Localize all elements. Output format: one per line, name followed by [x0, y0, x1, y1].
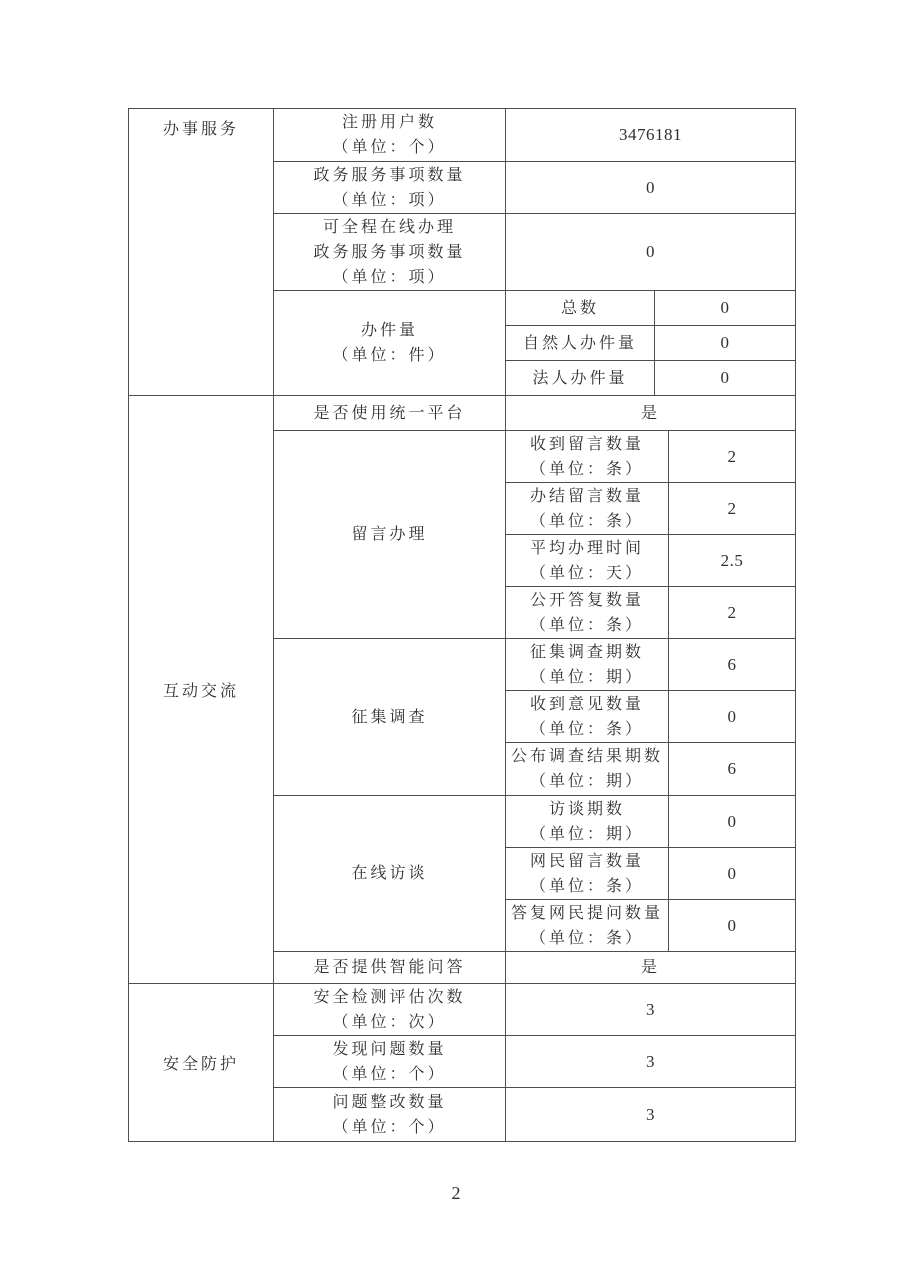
group-cell-hudong-jiaoliu — [129, 396, 274, 984]
indicator-label: 问题整改数量 — [332, 1093, 447, 1111]
indicator-label: 政务服务事项数量 — [313, 166, 466, 184]
indicator-label: 安全检测评估次数 — [313, 988, 466, 1006]
subindicator-cell-survey-periods — [506, 639, 669, 691]
subindicator-label: 征集调查期数 — [529, 643, 644, 661]
subindicator-label: 公开答复数量 — [529, 591, 644, 609]
subindicator-unit: （单位：期） — [529, 773, 644, 790]
indicator-cell-zhengji-diaocha: 征集调查 — [274, 639, 506, 796]
subindicator-label: 办结留言数量 — [529, 487, 644, 505]
group-label: 办事服务 — [162, 121, 239, 138]
indicator-cell-online-full — [274, 214, 506, 291]
value-cell-opinions-received: 0 — [669, 691, 796, 743]
indicator-unit: （单位：个） — [332, 139, 447, 156]
group-label: 互动交流 — [162, 683, 239, 700]
indicator-unit: （单位：项） — [332, 191, 447, 209]
indicator-label-line1: 可全程在线办理 — [322, 218, 456, 236]
value-cell-msg-completed: 2 — [669, 483, 796, 535]
indicator-unit: （单位：项） — [332, 268, 447, 286]
subindicator-unit: （单位：天） — [529, 564, 644, 582]
value-cell-online-full: 0 — [506, 214, 796, 291]
indicator-cell-smart-qa: 是否提供智能问答 — [274, 952, 506, 984]
indicator-cell-security-assessments — [274, 984, 506, 1036]
subindicator-cell-opinions-received — [506, 691, 669, 743]
subindicator-cell-netizen-replies — [506, 900, 669, 952]
subindicator-label: 答复网民提问数量 — [510, 904, 663, 922]
subindicator-unit: （单位：期） — [529, 825, 644, 843]
indicator-label: 发现问题数量 — [332, 1040, 447, 1058]
value-cell-smart-qa: 是 — [506, 952, 796, 984]
subindicator-unit: （单位：条） — [529, 877, 644, 895]
subindicator-cell-natural-person: 自然人办件量 — [506, 326, 655, 361]
value-cell-registered-users: 3476181 — [506, 109, 796, 162]
indicator-cell-service-items — [274, 162, 506, 214]
indicator-unit: （单位：个） — [332, 1065, 447, 1083]
page-number: 2 — [451, 1183, 461, 1203]
subindicator-cell-results-published — [506, 743, 669, 796]
indicator-unit: （单位：次） — [332, 1013, 447, 1031]
value-cell-natural-person: 0 — [655, 326, 796, 361]
subindicator-cell-interview-periods — [506, 796, 669, 848]
value-cell-survey-periods: 6 — [669, 639, 796, 691]
indicator-label: 办件量 — [360, 322, 418, 339]
subindicator-cell-legal-person: 法人办件量 — [506, 361, 655, 396]
indicator-cell-problems-found — [274, 1036, 506, 1088]
subindicator-label: 收到留言数量 — [529, 435, 644, 453]
subindicator-unit: （单位：条） — [529, 512, 644, 530]
subindicator-unit: （单位：条） — [529, 616, 644, 634]
subindicator-label: 公布调查结果期数 — [510, 748, 663, 765]
value-cell-problems-found: 3 — [506, 1036, 796, 1088]
subindicator-unit: （单位：条） — [529, 929, 644, 947]
subindicator-label: 访谈期数 — [548, 800, 625, 818]
value-cell-legal-person: 0 — [655, 361, 796, 396]
group-cell-banshi-fuwu — [129, 109, 274, 396]
subindicator-cell-msg-completed — [506, 483, 669, 535]
subindicator-unit: （单位：条） — [529, 720, 644, 738]
subindicator-cell-msg-received — [506, 431, 669, 483]
indicator-label: 注册用户数 — [341, 114, 437, 131]
value-cell-results-published: 6 — [669, 743, 796, 796]
group-cell-anquan-fanghu — [129, 984, 274, 1142]
value-cell-public-reply: 2 — [669, 587, 796, 639]
value-cell-netizen-replies: 0 — [669, 900, 796, 952]
indicator-cell-liuyan-banli: 留言办理 — [274, 431, 506, 639]
indicator-cell-problems-fixed — [274, 1088, 506, 1142]
value-cell-netizen-messages: 0 — [669, 848, 796, 900]
indicator-cell-banjianliang — [274, 291, 506, 396]
value-cell-avg-time: 2.5 — [669, 535, 796, 587]
subindicator-label: 收到意见数量 — [529, 695, 644, 713]
subindicator-cell-netizen-messages — [506, 848, 669, 900]
indicator-cell-unified-platform: 是否使用统一平台 — [274, 396, 506, 431]
value-cell-total: 0 — [655, 291, 796, 326]
value-cell-problems-fixed: 3 — [506, 1088, 796, 1142]
subindicator-cell-total: 总数 — [506, 291, 655, 326]
subindicator-cell-avg-time — [506, 535, 669, 587]
indicator-label-line2: 政务服务事项数量 — [313, 243, 466, 261]
value-cell-msg-received: 2 — [669, 431, 796, 483]
value-cell-security-assessments: 3 — [506, 984, 796, 1036]
indicator-unit: （单位：件） — [332, 347, 447, 364]
report-table — [128, 108, 796, 1142]
group-label: 安全防护 — [162, 1056, 239, 1073]
indicator-cell-registered-users — [274, 109, 506, 162]
subindicator-label: 平均办理时间 — [529, 539, 644, 557]
value-cell-unified-platform: 是 — [506, 396, 796, 431]
subindicator-label: 网民留言数量 — [529, 852, 644, 870]
indicator-cell-zaixian-fangtan: 在线访谈 — [274, 796, 506, 952]
value-cell-service-items: 0 — [506, 162, 796, 214]
subindicator-unit: （单位：期） — [529, 668, 644, 686]
indicator-unit: （单位：个） — [332, 1118, 447, 1136]
subindicator-unit: （单位：条） — [529, 460, 644, 478]
value-cell-interview-periods: 0 — [669, 796, 796, 848]
subindicator-cell-public-reply — [506, 587, 669, 639]
